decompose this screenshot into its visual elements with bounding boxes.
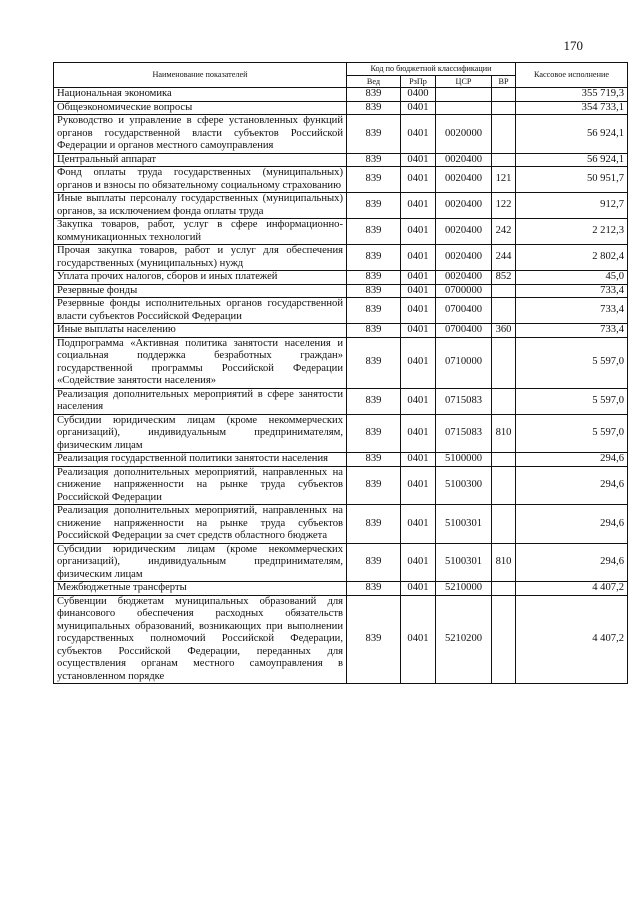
page-number: 170 xyxy=(563,38,583,53)
rzpr-cell: 0401 xyxy=(401,543,436,582)
vr-cell xyxy=(492,284,516,298)
table-row xyxy=(54,298,628,324)
cash-execution-cell: 733,4 xyxy=(516,284,628,298)
cash-execution-cell: 294,6 xyxy=(516,466,628,505)
indicator-name-cell: Межбюджетные трансферты xyxy=(54,582,347,596)
cash-execution-cell: 733,4 xyxy=(516,324,628,338)
table-row xyxy=(54,543,628,582)
rzpr-cell: 0401 xyxy=(401,466,436,505)
header-cash-execution: Кассовое исполнение xyxy=(516,63,628,88)
cash-execution-cell: 56 924,1 xyxy=(516,153,628,167)
header-budget-classification-code: Код по бюджетной классификации xyxy=(347,63,516,76)
rzpr-cell: 0401 xyxy=(401,245,436,271)
header-rzpr: РзПр xyxy=(401,76,436,88)
cash-execution-cell: 2 212,3 xyxy=(516,219,628,245)
header-vr: ВР xyxy=(492,76,516,88)
vr-cell xyxy=(492,453,516,467)
vr-cell: 810 xyxy=(492,543,516,582)
table-row xyxy=(54,153,628,167)
header-row-top xyxy=(54,63,628,76)
indicator-name-cell: Реализация дополнительных мероприятий в сфере занятости населения xyxy=(54,388,347,414)
vr-cell: 242 xyxy=(492,219,516,245)
cash-execution-cell: 354 733,1 xyxy=(516,101,628,115)
cash-execution-cell: 5 597,0 xyxy=(516,388,628,414)
indicator-name-cell: Субсидии юридическим лицам (кроме некоммерческих организаций), индивидуальным предпринимателям, физическим лицам xyxy=(54,543,347,582)
table-row xyxy=(54,582,628,596)
csr-cell: 0700000 xyxy=(436,284,492,298)
header-ved: Вед xyxy=(347,76,401,88)
indicator-name-cell: Реализация государственной политики занятости населения xyxy=(54,453,347,467)
vr-cell xyxy=(492,595,516,684)
table-row xyxy=(54,284,628,298)
table-row xyxy=(54,414,628,453)
vr-cell xyxy=(492,505,516,544)
csr-cell: 0020400 xyxy=(436,271,492,285)
table-row xyxy=(54,245,628,271)
cash-execution-cell: 294,6 xyxy=(516,453,628,467)
cash-execution-cell: 912,7 xyxy=(516,193,628,219)
table-row xyxy=(54,453,628,467)
rzpr-cell: 0401 xyxy=(401,453,436,467)
vr-cell xyxy=(492,115,516,154)
table-row xyxy=(54,219,628,245)
ved-cell: 839 xyxy=(347,167,401,193)
cash-execution-cell: 2 802,4 xyxy=(516,245,628,271)
csr-cell: 0020400 xyxy=(436,167,492,193)
rzpr-cell: 0401 xyxy=(401,153,436,167)
rzpr-cell: 0401 xyxy=(401,167,436,193)
ved-cell: 839 xyxy=(347,388,401,414)
vr-cell xyxy=(492,298,516,324)
rzpr-cell: 0401 xyxy=(401,284,436,298)
table-row xyxy=(54,388,628,414)
ved-cell: 839 xyxy=(347,595,401,684)
indicator-name-cell: Субвенции бюджетам муниципальных образований для финансового обеспечения расходных обязательств муниципальных образований, возникающих при выполнении государственных полномочий Российской Федерации, субъектов Российской Федерации, переданных для осуществления органам местного самоуправления в установленном порядке xyxy=(54,595,347,684)
table-row xyxy=(54,88,628,102)
indicator-name-cell: Реализация дополнительных мероприятий, направленных на снижение напряженности на рынке труда субъектов Российской Федерации xyxy=(54,466,347,505)
cash-execution-cell: 294,6 xyxy=(516,505,628,544)
indicator-name-cell: Субсидии юридическим лицам (кроме некоммерческих организаций), индивидуальным предпринимателям, физическим лицам xyxy=(54,414,347,453)
indicator-name-cell: Центральный аппарат xyxy=(54,153,347,167)
rzpr-cell: 0401 xyxy=(401,271,436,285)
ved-cell: 839 xyxy=(347,88,401,102)
rzpr-cell: 0401 xyxy=(401,115,436,154)
ved-cell: 839 xyxy=(347,414,401,453)
ved-cell: 839 xyxy=(347,219,401,245)
table-body xyxy=(54,88,628,684)
vr-cell xyxy=(492,388,516,414)
ved-cell: 839 xyxy=(347,505,401,544)
ved-cell: 839 xyxy=(347,153,401,167)
indicator-name-cell: Иные выплаты населению xyxy=(54,324,347,338)
indicator-name-cell: Национальная экономика xyxy=(54,88,347,102)
header-csr: ЦСР xyxy=(436,76,492,88)
vr-cell: 360 xyxy=(492,324,516,338)
csr-cell xyxy=(436,101,492,115)
csr-cell: 5100301 xyxy=(436,543,492,582)
table-row xyxy=(54,115,628,154)
ved-cell: 839 xyxy=(347,582,401,596)
ved-cell: 839 xyxy=(347,271,401,285)
table-row xyxy=(54,595,628,684)
cash-execution-cell: 733,4 xyxy=(516,298,628,324)
indicator-name-cell: Общеэкономические вопросы xyxy=(54,101,347,115)
ved-cell: 839 xyxy=(347,193,401,219)
vr-cell xyxy=(492,88,516,102)
rzpr-cell: 0401 xyxy=(401,337,436,388)
header-indicator-name: Наименование показателей xyxy=(54,63,347,88)
ved-cell: 839 xyxy=(347,453,401,467)
table-row xyxy=(54,101,628,115)
ved-cell: 839 xyxy=(347,284,401,298)
csr-cell: 0715083 xyxy=(436,414,492,453)
cash-execution-cell: 56 924,1 xyxy=(516,115,628,154)
indicator-name-cell: Резервные фонды xyxy=(54,284,347,298)
rzpr-cell: 0401 xyxy=(401,582,436,596)
table-row xyxy=(54,466,628,505)
rzpr-cell: 0401 xyxy=(401,219,436,245)
vr-cell: 122 xyxy=(492,193,516,219)
rzpr-cell: 0400 xyxy=(401,88,436,102)
ved-cell: 839 xyxy=(347,298,401,324)
table-row xyxy=(54,505,628,544)
csr-cell: 0715083 xyxy=(436,388,492,414)
ved-cell: 839 xyxy=(347,101,401,115)
cash-execution-cell: 355 719,3 xyxy=(516,88,628,102)
indicator-name-cell: Руководство и управление в сфере установленных функций органов государственной власти субъектов Российской Федерации и органов местного самоуправления xyxy=(54,115,347,154)
table-row xyxy=(54,337,628,388)
indicator-name-cell: Фонд оплаты труда государственных (муниципальных) органов и взносы по обязательному социальному страхованию xyxy=(54,167,347,193)
indicator-name-cell: Закупка товаров, работ, услуг в сфере информационно-коммуникационных технологий xyxy=(54,219,347,245)
table-row xyxy=(54,167,628,193)
csr-cell: 0020000 xyxy=(436,115,492,154)
csr-cell: 5100300 xyxy=(436,466,492,505)
rzpr-cell: 0401 xyxy=(401,101,436,115)
csr-cell: 5210000 xyxy=(436,582,492,596)
cash-execution-cell: 4 407,2 xyxy=(516,595,628,684)
csr-cell: 5100301 xyxy=(436,505,492,544)
rzpr-cell: 0401 xyxy=(401,414,436,453)
vr-cell: 810 xyxy=(492,414,516,453)
rzpr-cell: 0401 xyxy=(401,388,436,414)
vr-cell xyxy=(492,101,516,115)
indicator-name-cell: Уплата прочих налогов, сборов и иных платежей xyxy=(54,271,347,285)
indicator-name-cell: Иные выплаты персоналу государственных (муниципальных) органов, за исключением фонда оплаты труда xyxy=(54,193,347,219)
cash-execution-cell: 4 407,2 xyxy=(516,582,628,596)
cash-execution-cell: 45,0 xyxy=(516,271,628,285)
csr-cell xyxy=(436,88,492,102)
csr-cell: 0710000 xyxy=(436,337,492,388)
table-row xyxy=(54,271,628,285)
cash-execution-cell: 5 597,0 xyxy=(516,414,628,453)
vr-cell xyxy=(492,153,516,167)
csr-cell: 0020400 xyxy=(436,219,492,245)
table-row xyxy=(54,324,628,338)
cash-execution-cell: 5 597,0 xyxy=(516,337,628,388)
indicator-name-cell: Реализация дополнительных мероприятий, направленных на снижение напряженности на рынке труда субъектов Российской Федерации за счет средств областного бюджета xyxy=(54,505,347,544)
vr-cell: 852 xyxy=(492,271,516,285)
indicator-name-cell: Прочая закупка товаров, работ и услуг для обеспечения государственных (муниципальных) нужд xyxy=(54,245,347,271)
ved-cell: 839 xyxy=(347,245,401,271)
indicator-name-cell: Подпрограмма «Активная политика занятости населения и социальная поддержка безработных граждан» государственной программы Российской Федерации «Содействие занятости населения» xyxy=(54,337,347,388)
csr-cell: 5210200 xyxy=(436,595,492,684)
csr-cell: 0700400 xyxy=(436,298,492,324)
csr-cell: 0700400 xyxy=(436,324,492,338)
vr-cell: 244 xyxy=(492,245,516,271)
ved-cell: 839 xyxy=(347,324,401,338)
vr-cell xyxy=(492,466,516,505)
ved-cell: 839 xyxy=(347,115,401,154)
budget-execution-table xyxy=(53,62,628,684)
rzpr-cell: 0401 xyxy=(401,193,436,219)
ved-cell: 839 xyxy=(347,543,401,582)
csr-cell: 5100000 xyxy=(436,453,492,467)
csr-cell: 0020400 xyxy=(436,193,492,219)
rzpr-cell: 0401 xyxy=(401,298,436,324)
csr-cell: 0020400 xyxy=(436,245,492,271)
ved-cell: 839 xyxy=(347,337,401,388)
rzpr-cell: 0401 xyxy=(401,505,436,544)
rzpr-cell: 0401 xyxy=(401,324,436,338)
vr-cell: 121 xyxy=(492,167,516,193)
table-row xyxy=(54,193,628,219)
ved-cell: 839 xyxy=(347,466,401,505)
vr-cell xyxy=(492,337,516,388)
csr-cell: 0020400 xyxy=(436,153,492,167)
vr-cell xyxy=(492,582,516,596)
cash-execution-cell: 294,6 xyxy=(516,543,628,582)
rzpr-cell: 0401 xyxy=(401,595,436,684)
cash-execution-cell: 50 951,7 xyxy=(516,167,628,193)
indicator-name-cell: Резервные фонды исполнительных органов государственной власти субъектов Российской Федерации xyxy=(54,298,347,324)
